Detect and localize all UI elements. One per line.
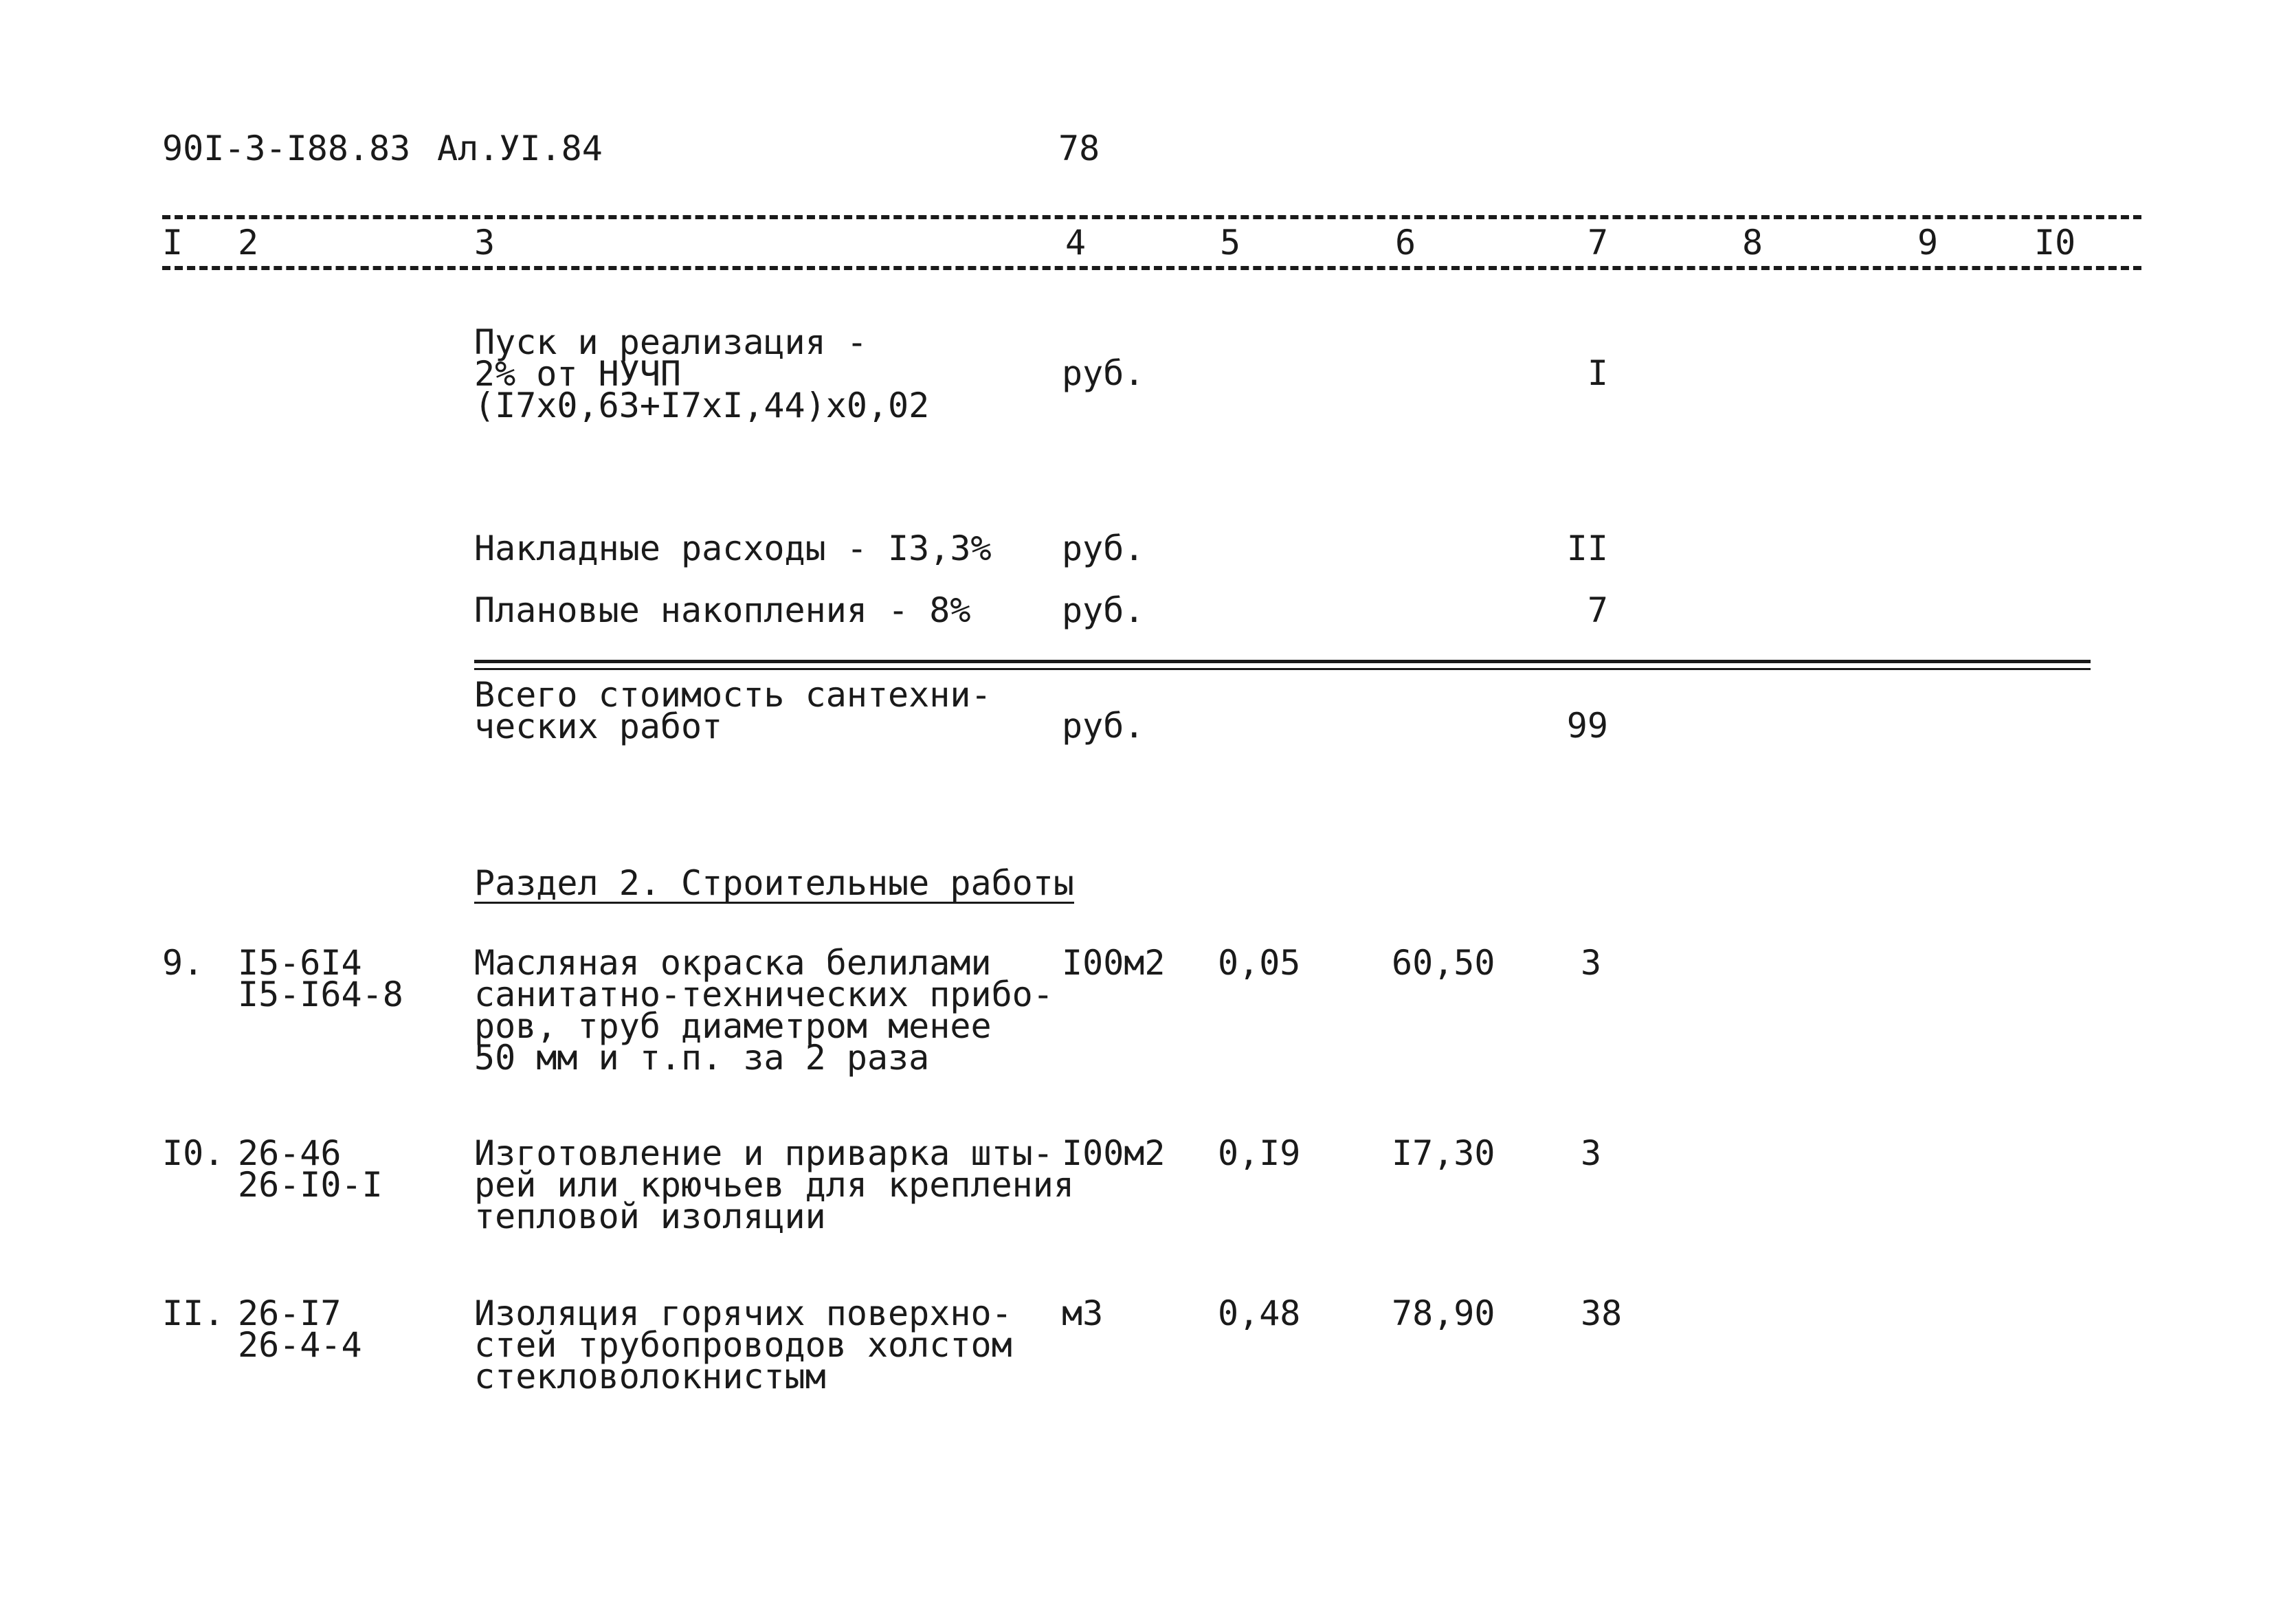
item-quantity: 0,05 <box>1218 943 1301 983</box>
column-number: 7 <box>1588 223 1609 263</box>
total-divider-line <box>474 668 2091 670</box>
item-unit-price: I7,30 <box>1392 1133 1495 1173</box>
row-description: Всего стоимость сантехни- ческих работ <box>474 675 992 746</box>
page-number: 78 <box>1058 129 1100 168</box>
section-heading: Раздел 2. Строительные работы <box>474 863 1074 903</box>
column-number: 4 <box>1065 223 1087 263</box>
column-number: 3 <box>474 223 495 263</box>
item-total: 3 <box>1581 943 1602 983</box>
row-unit: руб. <box>1062 706 1145 746</box>
row-unit: руб. <box>1062 353 1145 393</box>
item-number: II. <box>162 1293 225 1333</box>
row-total: 99 <box>1566 706 1608 746</box>
row-unit: руб. <box>1062 529 1145 568</box>
item-description: Масляная окраска белилами санитатно-технических прибо- ров, труб диаметром менее 50 мм и т.п. за 2 раза <box>474 943 1054 1078</box>
row-description: Пуск и реализация - 2% от НУЧП (I7x0,63+I7xI,44)x0,02 <box>474 322 930 425</box>
row-unit: руб. <box>1062 590 1145 630</box>
item-description: Изготовление и приварка шты- рей или крючьев для крепления тепловой изоляции <box>474 1133 1074 1236</box>
item-total: 3 <box>1581 1133 1602 1173</box>
column-number: 8 <box>1742 223 1763 263</box>
row-total: II <box>1566 529 1608 568</box>
column-number: I <box>162 223 183 263</box>
album-reference: Ал.УI.84 <box>437 129 603 168</box>
item-unit: I00м2 <box>1062 943 1166 983</box>
item-number: I0. <box>162 1133 225 1173</box>
item-unit-price: 60,50 <box>1392 943 1495 983</box>
item-total: 38 <box>1581 1293 1623 1333</box>
item-unit: м3 <box>1062 1293 1104 1333</box>
column-number: 5 <box>1220 223 1241 263</box>
row-description: Накладные расходы - I3,3% <box>474 529 992 568</box>
row-description: Плановые накопления - 8% <box>474 590 971 630</box>
total-divider-line <box>474 660 2091 663</box>
item-code: I5-6I4 I5-I64-8 <box>238 943 403 1014</box>
item-code: 26-I7 26-4-4 <box>238 1293 362 1365</box>
row-total: 7 <box>1587 590 1608 630</box>
column-header-top-rule <box>162 215 2141 219</box>
item-code: 26-46 26-I0-I <box>238 1133 383 1205</box>
item-quantity: 0,I9 <box>1218 1133 1301 1173</box>
column-number: 9 <box>1917 223 1939 263</box>
column-number: 2 <box>238 223 259 263</box>
item-unit-price: 78,90 <box>1392 1293 1495 1333</box>
row-total: I <box>1587 353 1608 393</box>
column-header-bottom-rule <box>162 266 2141 270</box>
column-number: 6 <box>1395 223 1416 263</box>
item-description: Изоляция горячих поверхно- стей трубопроводов холстом стекловолокнистым <box>474 1293 1012 1397</box>
column-number: I0 <box>2034 223 2076 263</box>
document-code: 90I-3-I88.83 <box>162 129 411 168</box>
item-unit: I00м2 <box>1062 1133 1166 1173</box>
item-quantity: 0,48 <box>1218 1293 1301 1333</box>
item-number: 9. <box>162 943 204 983</box>
